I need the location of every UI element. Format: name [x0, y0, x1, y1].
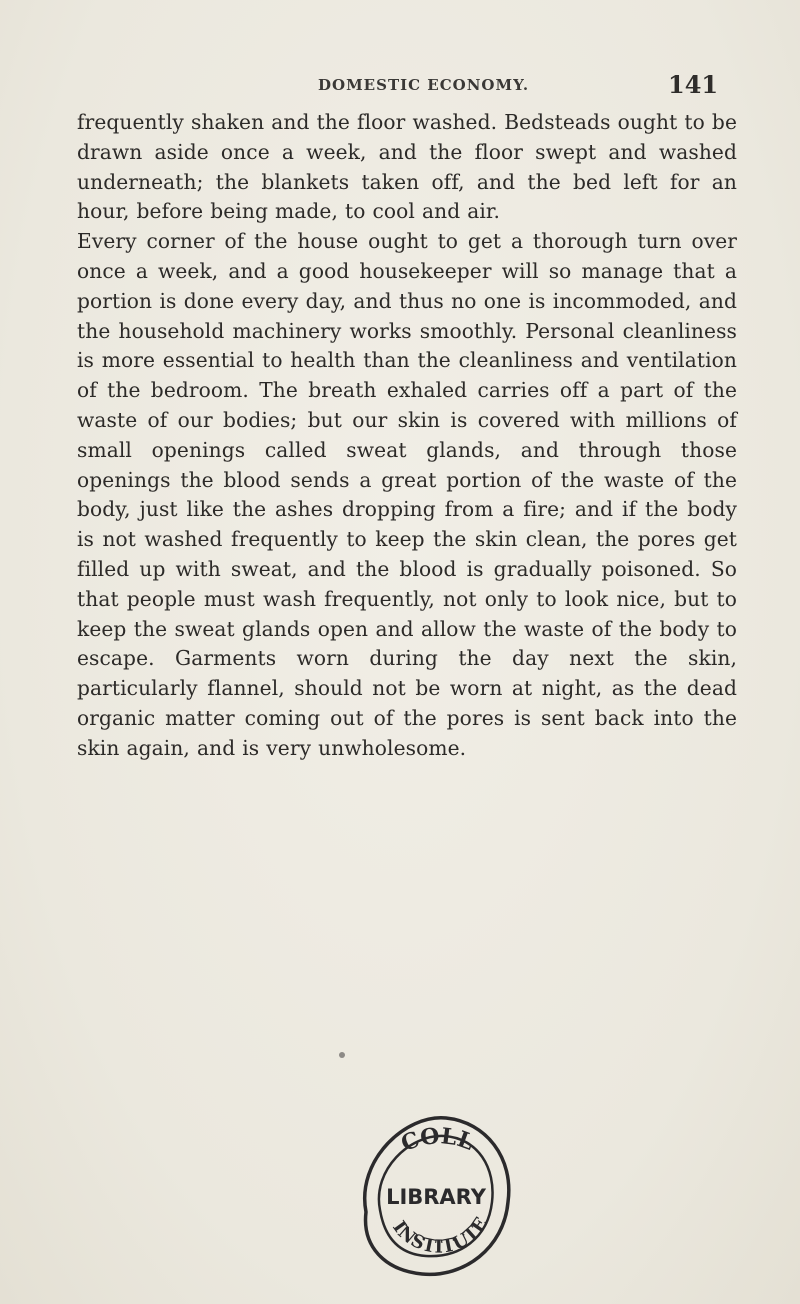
- page-number: 141: [668, 70, 719, 99]
- running-title: DOMESTIC ECONOMY.: [318, 76, 530, 94]
- library-stamp-icon: [336, 1100, 522, 1286]
- svg-text:COLL: COLL: [397, 1122, 478, 1157]
- stamp-center-text: LIBRARY: [386, 1185, 486, 1209]
- ink-speck: [339, 1052, 345, 1058]
- library-stamp: [336, 1100, 522, 1286]
- body-text: [77, 108, 737, 764]
- paragraph-1: frequently shaken and the floor washed. Bedsteads ought to be drawn aside once a week, and the floor swept and washed underneath; the blankets taken off, and the bed left for an hour, before being made, to cool and air.: [77, 110, 737, 224]
- paragraph-2: Every corner of the house ought to get a thorough turn over once a week, and a good housekeeper will so manage that a portion is done every day, and thus no one is incommoded, and the household machinery works smoothly. Personal cleanliness is more essential to health than the cleanliness and ventilation of the bedroom. The breath exhaled carries off a part of the waste of our bodies; but our skin is covered with millions of small openings called sweat glands, and through those openings the blood sends a great portion of the waste of the body, just like the ashes dropping from a fire; and if the body is not washed frequently to keep the skin clean, the pores get filled up with sweat, and the blood is gradually poisoned. So that people must wash frequently, not only to look nice, but to keep the sweat glands open and allow the waste of the body to escape. Garments worn during the day next the skin, particularly flannel, should not be worn at night, as the dead organic matter coming out of the pores is sent back into the skin again, and is very unwholesome.: [77, 229, 737, 760]
- svg-text:INSTITUTE: INSTITUTE: [388, 1213, 493, 1258]
- running-header: [0, 66, 800, 106]
